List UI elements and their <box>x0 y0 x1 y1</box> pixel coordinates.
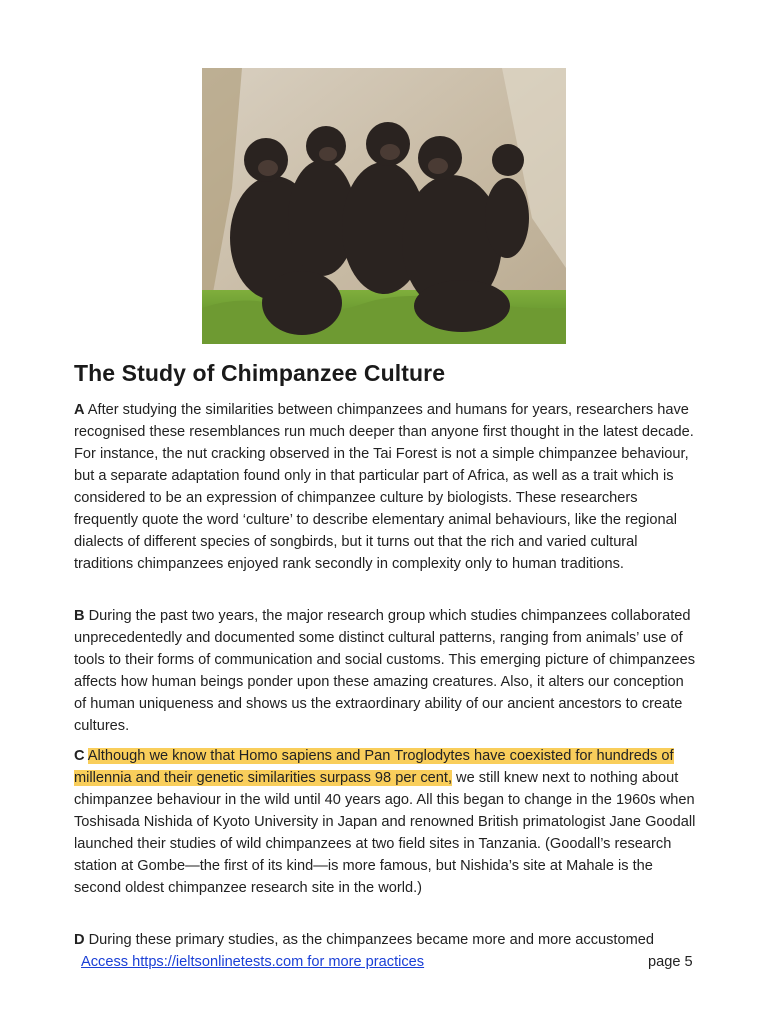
paragraph-letter: D <box>74 932 85 948</box>
chimpanzee-photo <box>202 68 566 344</box>
paragraph-text: After studying the similarities between chimpanzees and humans for years, researchers have recognised these resemblances run much deeper than anyone first thought in the latest decade. For instance, the nut cracking observed in the Tai Forest is not a simple chimpanzee behaviour, but a separate adaptation found only in that particular part of Africa, as well as a trait which is considered to be an expression of chimpanzee culture by biologists. These researchers frequently quote the word ‘culture’ to describe elementary animal behaviours, like the regional dialects of different species of songbirds, but it turns out that the rich and varied cultural traditions chimpanzees enjoyed rank secondly in complexity only to human traditions. <box>74 402 694 572</box>
practice-link[interactable]: Access https://ieltsonlinetests.com for more practices <box>81 954 425 970</box>
article-title: The Study of Chimpanzee Culture <box>74 360 446 386</box>
highlighted-text: Although we know that Homo sapiens and Pan Troglodytes have coexisted for hundreds of millennia and their genetic similarities surpass 98 per cent, <box>74 748 674 786</box>
paragraph-c <box>74 745 698 899</box>
paragraph-letter: C <box>74 748 85 764</box>
paragraph-text: we still knew next to nothing about chimpanzee behaviour in the wild until 40 years ago. All this began to change in the 1960s when Toshisada Nishida of Kyoto University in Japan and renowned British primatologist Jane Goodall launched their studies of wild chimpanzees at two field sites in Tanzania. (Goodall’s research station at Gombe—the first of its kind—is more famous, but Nishida’s site at Mahale is the second oldest chimpanzee research site in the world.) <box>74 770 696 896</box>
paragraph-d <box>74 929 698 951</box>
page-number: page 5 <box>648 954 693 970</box>
paragraph-text: During the past two years, the major research group which studies chimpanzees collaborated unprecedentedly and documented some distinct cultural patterns, ranging from animals’ use of tools to their forms of communication and social customs. This emerging picture of chimpanzees affects how human beings ponder upon these amazing creatures. Also, it alters our conception of human uniqueness and shows us the extraordinary ability of our ancient ancestors to create cultures. <box>74 608 696 734</box>
paragraph-text: During these primary studies, as the chimpanzees became more and more accustomed <box>88 932 654 948</box>
paragraph-letter: A <box>74 402 85 418</box>
paragraph-a <box>74 399 698 575</box>
paragraph-letter: B <box>74 608 85 624</box>
paragraph-b <box>74 605 698 737</box>
